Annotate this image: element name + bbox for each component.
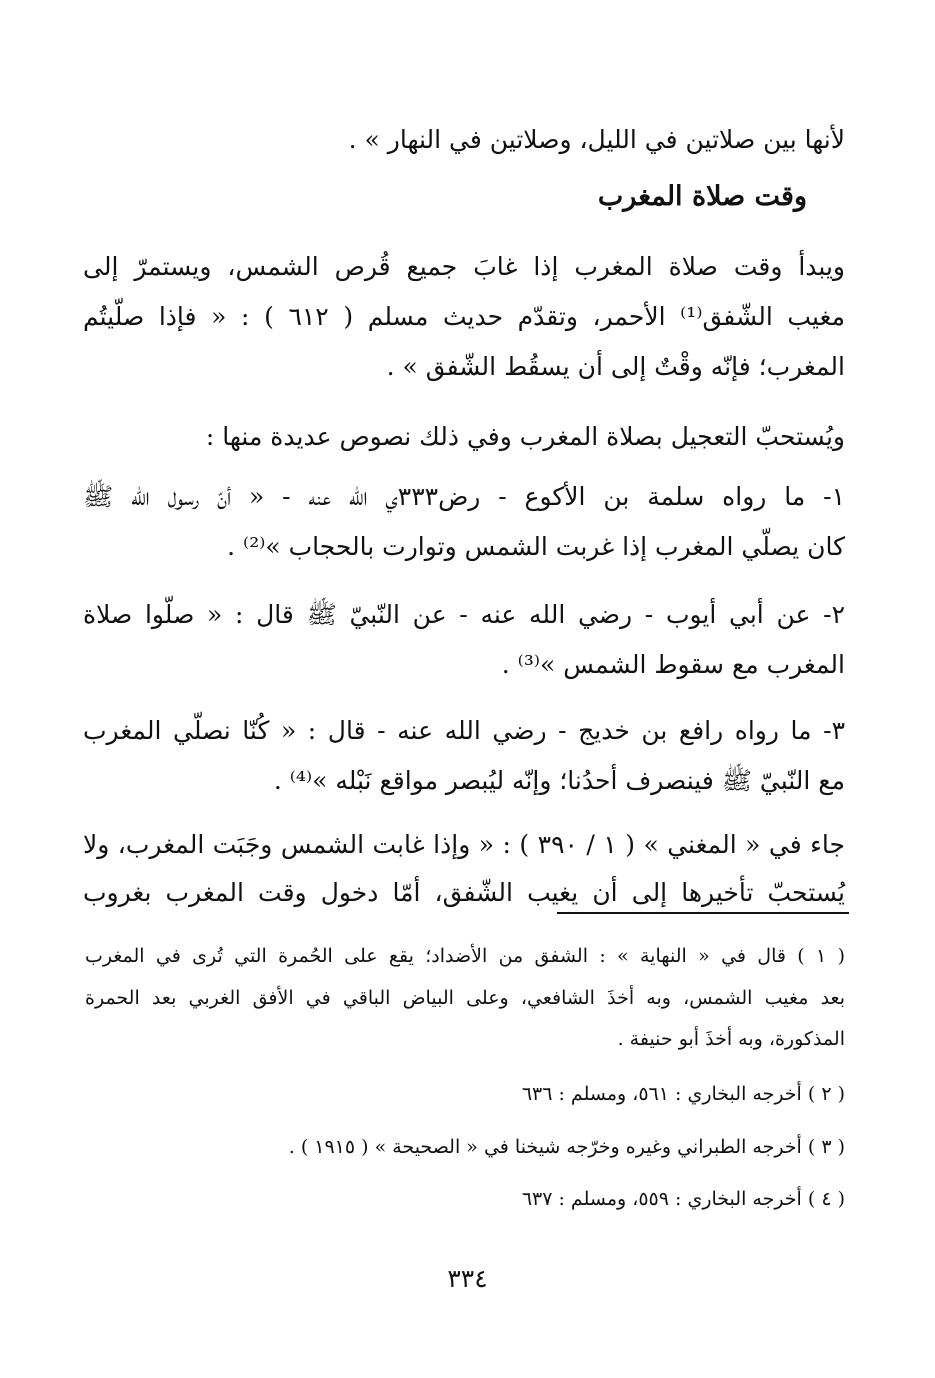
footnote-separator (557, 912, 849, 914)
section-title: وقت صلاة المغرب (597, 181, 807, 212)
paragraph-line: ويُستحبّ التعجيل بصلاة المغرب وفي ذلك نصوص عديدة منها : (205, 422, 845, 451)
paragraph-line: ويبدأ وقت صلاة المغرب إذا غابَ جميع قُرص الشمس، ويستمرّ إلى (83, 252, 845, 281)
list-item-line: ٣- ما رواه رافع بن خديج - رضي الله عنه - قال : « كُنّا نصلّي المغرب (83, 716, 845, 745)
list-item-line: ٢- عن أبي أيوب - رضي الله عنه - عن النّبيّ ﷺ قال : « صلّوا صلاة (83, 600, 845, 629)
paragraph-line: مغيب الشّفق⁽¹⁾ الأحمر، وتقدّم حديث مسلم ( ٦١٢ ) : « فإذا صلّيتُم (83, 302, 845, 331)
paragraph-line: جاء في « المغني » ( ١ / ٣٩٠ ) : « وإذا غابت الشمس وجَبَت المغرب، ولا (83, 830, 845, 859)
list-item-line: المغرب مع سقوط الشمس »⁽³⁾ . (501, 650, 845, 679)
footnote-3: ( ٣ ) أخرجه الطبراني وغيره وخرّجه شيخنا في « الصحيحة » ( ١٩١٥ ) . (288, 1136, 845, 1158)
page-number: ٣٣٤ (447, 1264, 488, 1293)
list-item-line: كان يصلّي المغرب إذا غربت الشمس وتوارت بالحجاب »⁽²⁾ . (227, 532, 845, 561)
footnote-4: ( ٤ ) أخرجه البخاري : ٥٥٩، ومسلم : ٦٣٧ (521, 1188, 845, 1210)
list-item-line: مع النّبيّ ﷺ فينصرف أحدُنا؛ وإنّه ليُبصر مواقع نَبْله »⁽⁴⁾ . (273, 766, 845, 795)
footnote-line: بعد مغيب الشمس، وبه أخذَ الشافعي، وعلى البياض الباقي في الأفق الغربي بعد الحمرة (85, 987, 845, 1009)
paragraph-line: المغرب؛ فإنّه وقْتٌ إلى أن يسقُط الشّفق » . (386, 352, 845, 381)
paragraph-line: يُستحبّ تأخيرها إلى أن يغيب الشّفق، أمّا دخول وقت المغرب بغروب (83, 878, 846, 907)
list-item-line: ١- ما رواه سلمة بن الأكوع - رض٣٣٣ي الله عنه - « أنّ رسول الله ﷺ (83, 482, 845, 511)
footnote-line: المذكورة، وبه أخذَ أبو حنيفة . (617, 1028, 845, 1050)
footnote-line: ( ١ ) قال في « النهاية » : الشفق من الأضداد؛ يقع على الحُمرة التي تُرى في المغرب (85, 945, 845, 967)
footnote-2: ( ٢ ) أخرجه البخاري : ٥٦١، ومسلم : ٦٣٦ (521, 1083, 845, 1105)
intro-line: لأنها بين صلاتين في الليل، وصلاتين في النهار » . (348, 125, 845, 154)
